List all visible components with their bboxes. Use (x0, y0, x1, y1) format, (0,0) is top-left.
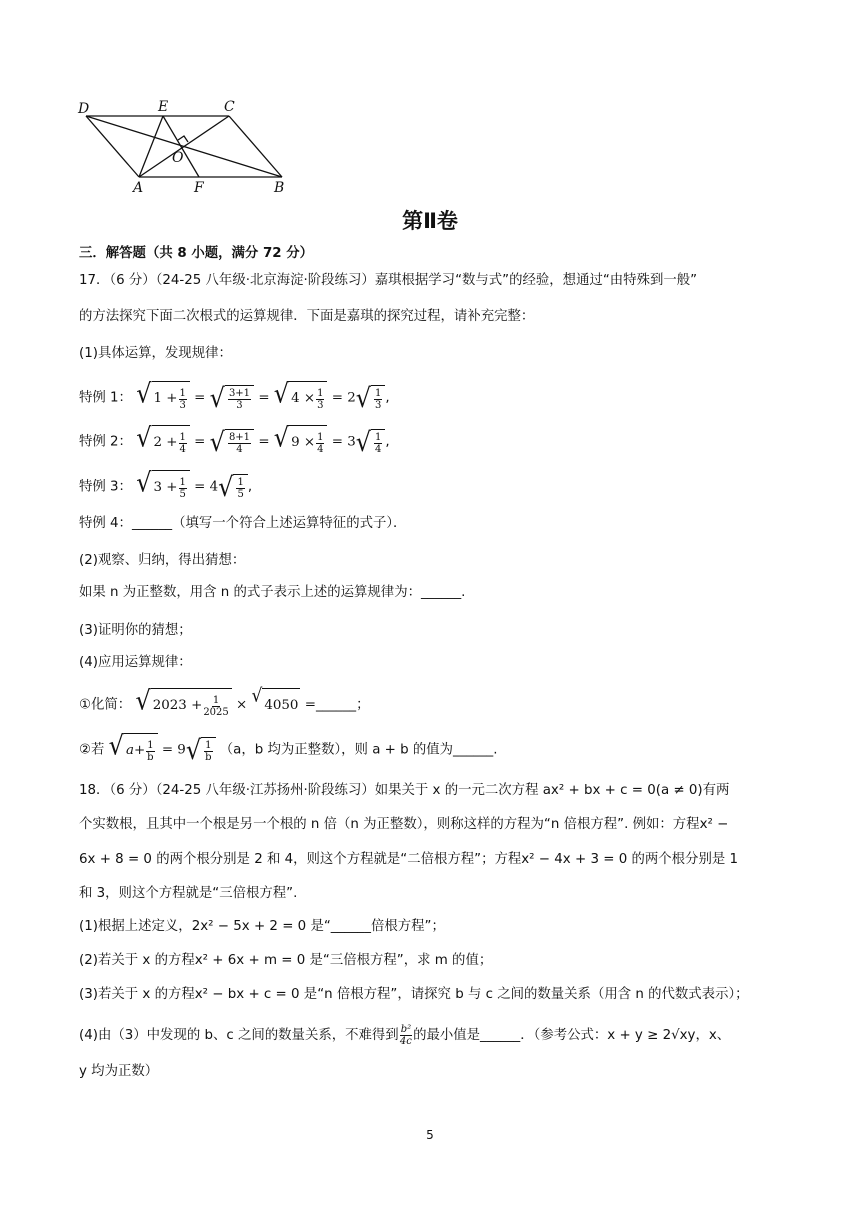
part4-text-b: 的最小值是______．（参考公式：x + y ≥ 2√xy，x、 (413, 1028, 731, 1043)
sqrt-expression: √ $\frac{1}{4}$ (356, 429, 386, 455)
parallelogram-diagram (72, 96, 302, 196)
example2-label: 特例 2： (79, 434, 132, 450)
application1-tail: ______； (315, 697, 370, 713)
application2-label: ②若 (79, 742, 105, 758)
label-E: E (158, 99, 169, 115)
segment-EA (139, 116, 163, 177)
label-C: C (224, 99, 235, 115)
sqrt-expression: √ $\frac{1}{3}$ (356, 385, 386, 411)
q18-part2: (2)若关于 x 的方程x² + 6x + m = 0 是“三倍根方程”，求 m 的值； (79, 953, 493, 968)
part-heading: 三．解答题（共 8 小题，满分 72 分） (79, 246, 314, 261)
q17-example4: 特例 4：______（填写一个符合上述运算特征的式子）． (79, 516, 407, 531)
q18-part1: (1)根据上述定义，2x² − 5x + 2 = 0 是“______倍根方程”； (79, 919, 445, 934)
part4-text-a: (4)由（3）中发现的 b、c 之间的数量关系，不难得到 (79, 1028, 399, 1043)
label-D: D (78, 101, 90, 117)
q18-line3: 6x + 8 = 0 的两个根分别是 2 和 4，则这个方程就是“二倍根方程”；方程x² − 4x + 3 = 0 的两个根分别是 1 (79, 852, 739, 867)
q17-part3: (3)证明你的猜想； (79, 623, 192, 638)
q17-application2: ②若 √ a + $\frac{1}{b}$ = 9 √ $\frac{1}{b}$ （a，b 均为正整数），则 a + b 的值为______. (79, 730, 498, 765)
sqrt-expression: √ 2023 + $\frac{1}{2025}$ (135, 688, 231, 721)
section-title: 第Ⅱ卷 (402, 209, 458, 233)
q18-line2: 个实数根，且其中一个根是另一个根的 n 倍（n 为正整数），则称这样的方程为“n 倍根方程”. 例如：方程x² − (79, 817, 729, 832)
q18-line1: 18．（6 分）（24-25 八年级·江苏扬州·阶段练习）如果关于 x 的一元二次方程 ax² + bx + c = 0(a ≠ 0)有两 (79, 783, 730, 798)
segment-EF (163, 116, 199, 177)
page-number: 5 (426, 1128, 434, 1142)
sqrt-expression: √ $\frac{8+1}{4}$ (210, 429, 254, 455)
segment-CB (229, 116, 282, 177)
example3-label: 特例 3： (79, 479, 132, 495)
sqrt-expression: √ 9 × $\frac{1}{4}$ (274, 425, 328, 458)
application1-label: ①化简： (79, 697, 132, 713)
q17-application1: ①化简： √ 2023 + $\frac{1}{2025}$ × √ 4050 =______； (79, 688, 370, 721)
b-squared-over-4c: $\frac{\text{b²}}{4c}$ (399, 1023, 412, 1047)
q18-part4 (79, 1022, 730, 1050)
sqrt-expression: √ 2 + $\frac{1}{4}$ (136, 425, 190, 458)
diagonal-AC (139, 116, 229, 177)
q17-part2: (2)观察、归纳，得出猜想： (79, 553, 246, 568)
q17-part4: (4)应用运算规律： (79, 655, 192, 670)
sqrt-expression: √ 4 × $\frac{1}{3}$ (274, 381, 328, 414)
sqrt-expression: √ $\frac{3+1}{3}$ (210, 385, 254, 411)
sqrt-expression: √ a + $\frac{1}{b}$ (109, 733, 158, 766)
label-B: B (274, 180, 285, 196)
parallelogram-figure (72, 96, 302, 196)
q17-example2: 特例 2： √ 2 + $\frac{1}{4}$ = √ $\frac{8+1}{4}$ = √ 9 × $\frac{1}{4}$ = 3 √ $\frac{1}{4}$ , (79, 422, 390, 457)
label-O: O (172, 150, 184, 166)
label-A: A (133, 180, 144, 196)
q18-line4: 和 3，则这个方程就是“三倍根方程”. (79, 886, 298, 901)
sqrt-expression: √ 1 + $\frac{1}{3}$ (136, 381, 190, 414)
right-angle-mark (178, 136, 188, 142)
sqrt-expression: √ 4050 (252, 688, 301, 721)
q17-example1: 特例 1： √ 1 + $\frac{1}{3}$ = √ $\frac{3+1}{3}$ = √ 4 × $\frac{1}{3}$ = 2 √ $\frac{1}{3}$ , (79, 378, 390, 413)
q18-part4-cont: y 均为正数） (79, 1064, 159, 1079)
example1-label: 特例 1： (79, 390, 132, 406)
sqrt-expression: √ $\frac{1}{5}$ (218, 474, 248, 500)
q17-intro-line1: 17．（6 分）（24-25 八年级·北京海淀·阶段练习）嘉琪根据学习“数与式”的经验，想通过“由特殊到一般” (79, 273, 698, 288)
label-F: F (194, 180, 204, 196)
q18-part3: (3)若关于 x 的方程x² − bx + c = 0 是“n 倍根方程”，请探究 b 与 c 之间的数量关系（用含 n 的代数式表示）； (79, 987, 749, 1002)
q17-example3: 特例 3： √ 3 + $\frac{1}{5}$ = 4 √ $\frac{1}{5}$ , (79, 467, 253, 502)
application2-tail: （a，b 均为正整数），则 a + b 的值为______. (219, 742, 498, 758)
q17-part2-text: 如果 n 为正整数，用含 n 的式子表示上述的运算规律为：______. (79, 585, 466, 600)
q17-part1: (1)具体运算，发现规律： (79, 346, 232, 361)
q17-intro-line2: 的方法探究下面二次根式的运算规律．下面是嘉琪的探究过程，请补充完整： (79, 309, 535, 324)
sqrt-expression: √ $\frac{1}{b}$ (186, 737, 216, 763)
segment-DA (86, 116, 139, 177)
sqrt-expression: √ 3 + $\frac{1}{5}$ (136, 470, 190, 503)
